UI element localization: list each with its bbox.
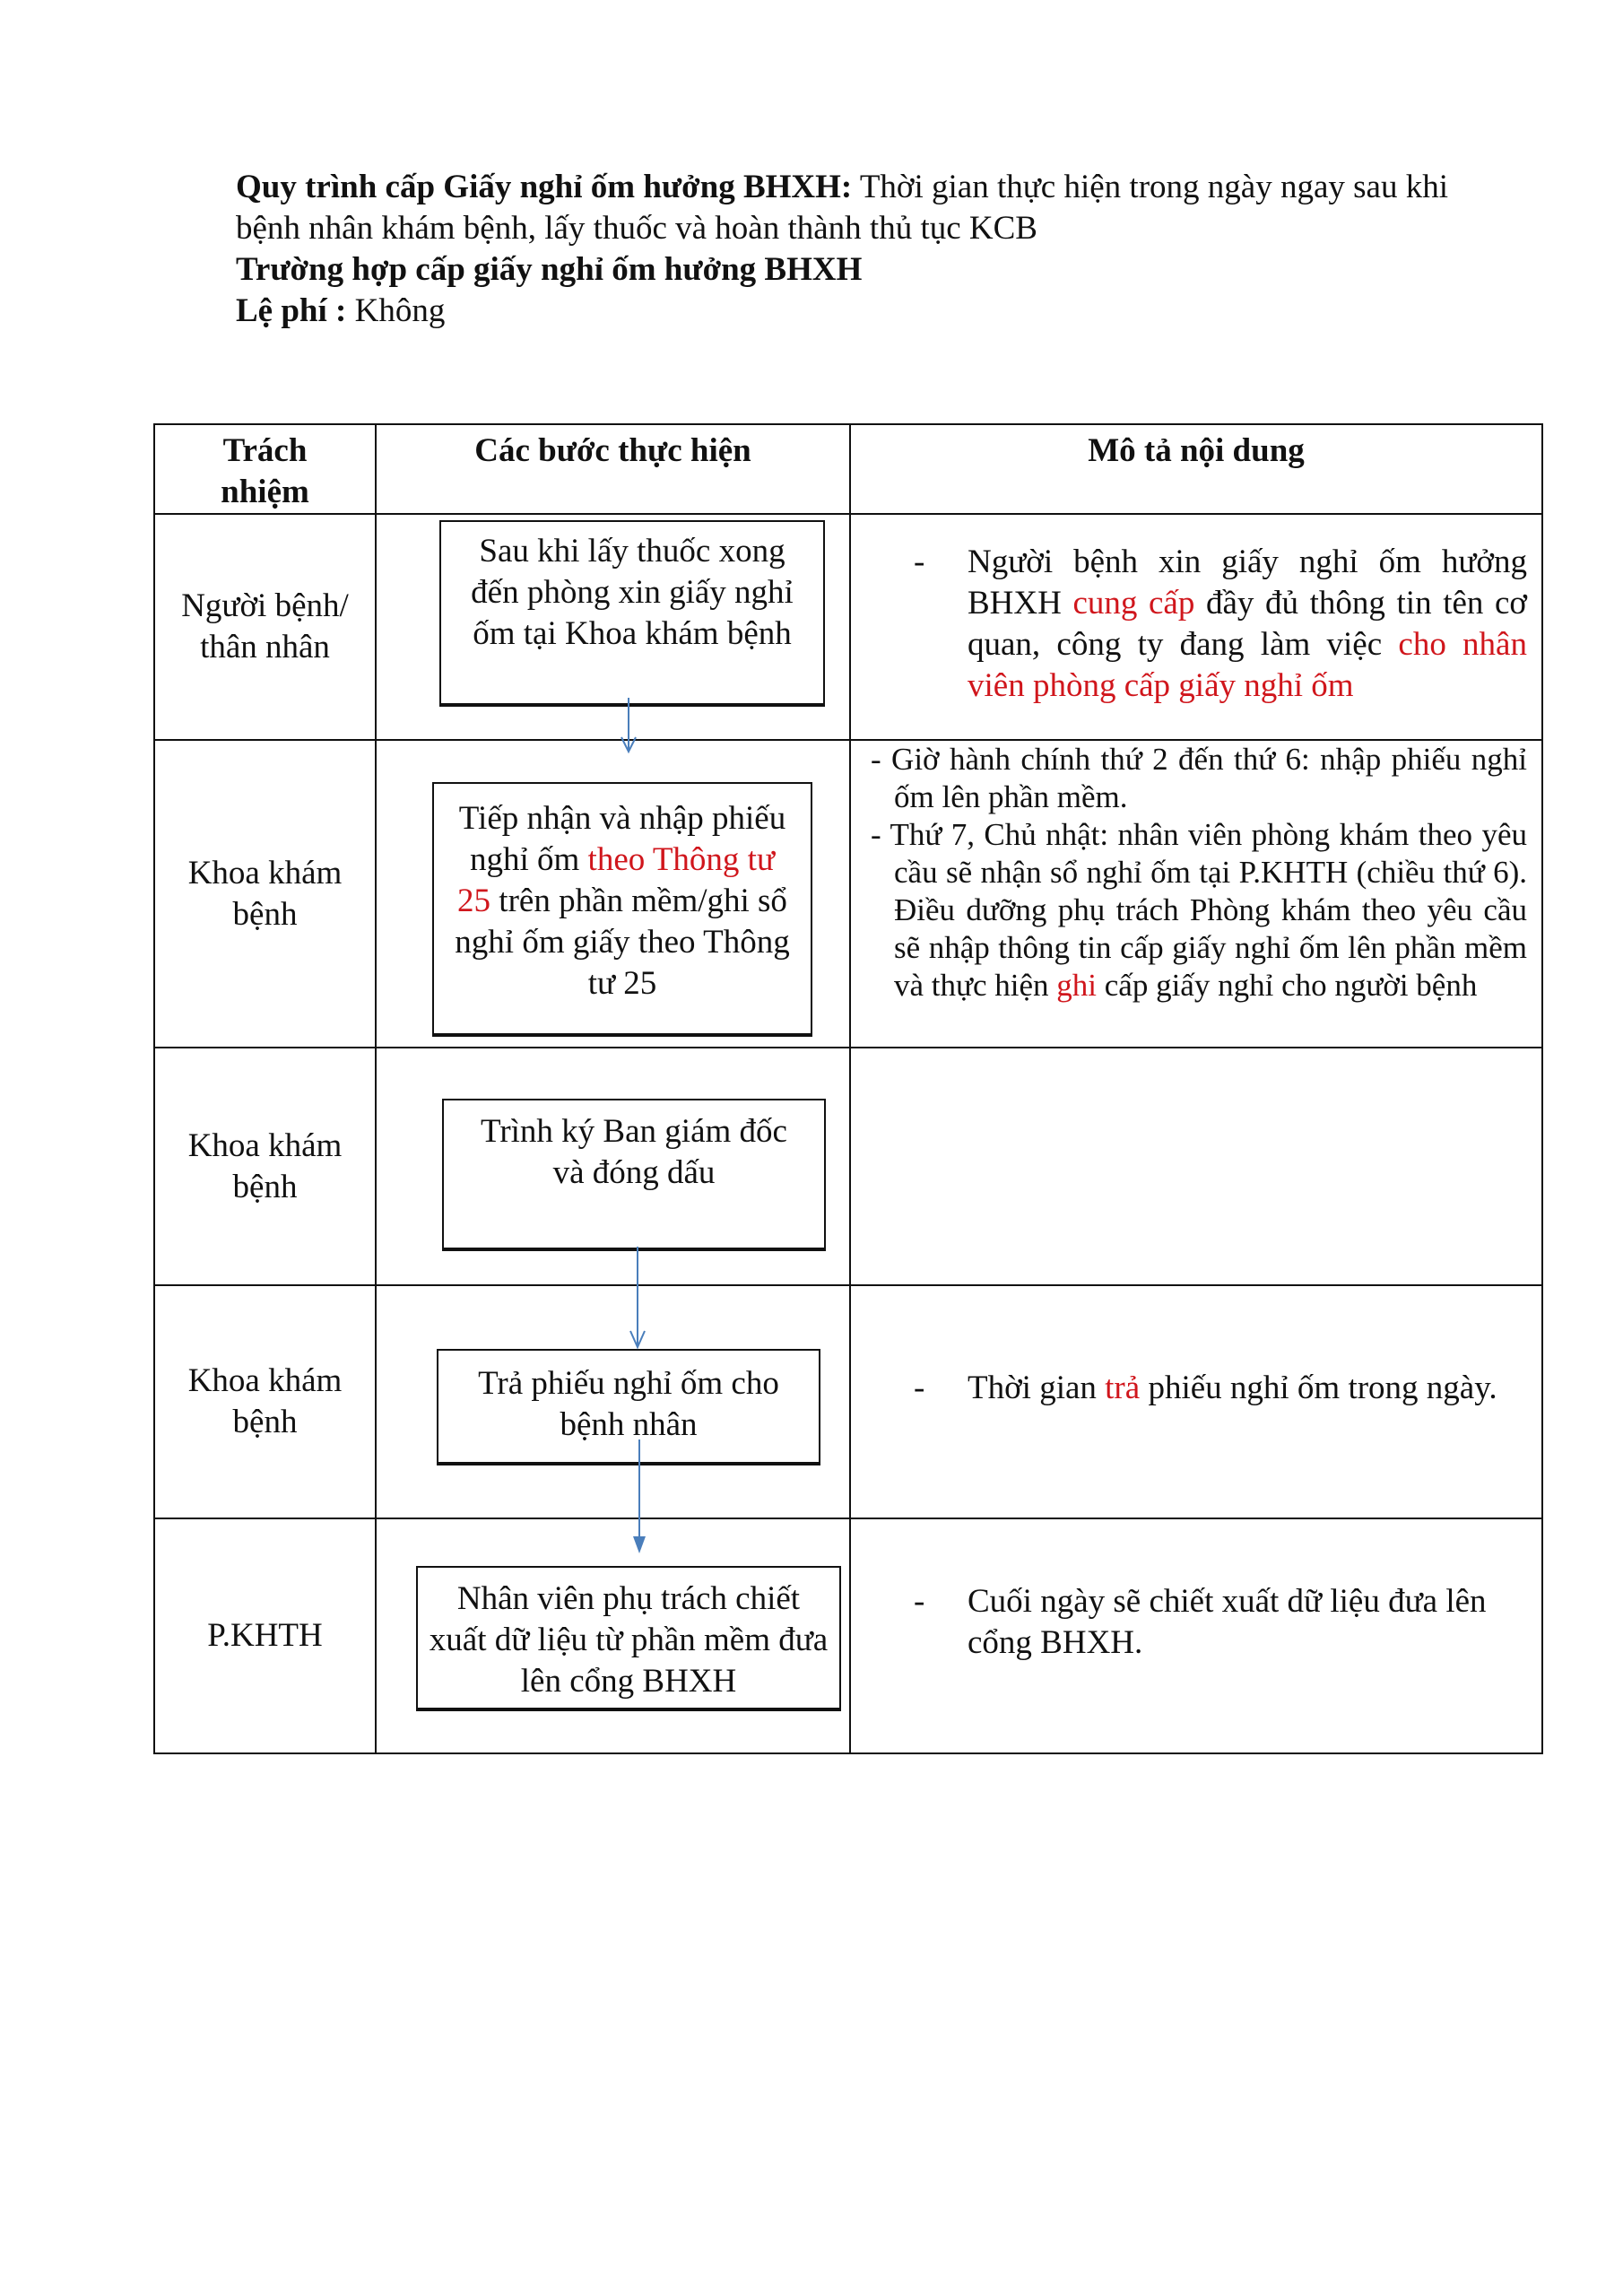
header-steps: Các bước thực hiện: [376, 424, 850, 514]
description-cell: [850, 1518, 1542, 1753]
step-highlight: theo Thông tư 25: [457, 841, 776, 919]
description: [851, 1581, 1541, 1664]
step-cell: [376, 740, 850, 1048]
fee-value: Không: [346, 292, 446, 329]
responsible-cell: Khoa khám bệnh: [154, 1285, 376, 1518]
step-box: Sau khi lấy thuốc xong đến phòng xin giấy nghỉ ốm tại Khoa khám bệnh: [439, 520, 825, 705]
description-part: phiếu nghỉ ốm trong ngày.: [1140, 1370, 1497, 1406]
step-box: Trình ký Ban giám đốc và đóng dấu: [442, 1099, 826, 1249]
step-text: trên phần mềm/ghi sổ nghỉ ốm giấy theo Thông tư 25: [455, 883, 790, 1002]
intro: [236, 167, 1518, 332]
description: [851, 741, 1541, 1004]
description-highlight: cung cấp: [1072, 585, 1195, 622]
header-responsible: Trách nhiệm: [154, 424, 376, 514]
table-row: [154, 514, 1542, 740]
description-highlight: cho nhân viên phòng cấp giấy nghỉ ốm: [968, 626, 1527, 704]
process-title-line: [236, 167, 1518, 249]
bullet-dash: -: [914, 544, 925, 580]
description-text: [968, 542, 1527, 707]
process-table: [153, 423, 1543, 1754]
description: [851, 1368, 1541, 1409]
responsible-cell: Người bệnh/ thân nhân: [154, 514, 376, 740]
step-box: [432, 782, 812, 1035]
description: [851, 542, 1541, 707]
responsible-cell: Khoa khám bệnh: [154, 1048, 376, 1285]
description-part: Thời gian: [968, 1370, 1106, 1406]
description-cell: [850, 1285, 1542, 1518]
description-item: - Giờ hành chính thứ 2 đến thứ 6: nhập phiếu nghỉ ốm lên phần mềm.: [871, 742, 1527, 814]
table-row: [154, 1285, 1542, 1518]
description-text: [968, 1368, 1527, 1409]
description-highlight: ghi: [1056, 968, 1098, 1003]
step-text: Tiếp nhận và nhập phiếu nghỉ ốm: [458, 800, 786, 878]
header-description: Mô tả nội dung: [850, 424, 1542, 514]
step-cell: [376, 514, 850, 740]
description-text: Cuối ngày sẽ chiết xuất dữ liệu đưa lên cổng BHXH.: [968, 1583, 1487, 1661]
bullet-dash: -: [914, 1370, 925, 1406]
case-title: Trường hợp cấp giấy nghỉ ốm hưởng BHXH: [236, 251, 863, 288]
bullet-dash: -: [914, 1583, 925, 1620]
step-box: Trả phiếu nghỉ ốm cho bệnh nhân: [437, 1349, 820, 1464]
description-highlight: trả: [1105, 1370, 1141, 1406]
table-row: [154, 1518, 1542, 1753]
description-part: cấp giấy nghỉ cho người bệnh: [1097, 968, 1478, 1003]
table-row: [154, 1048, 1542, 1285]
table-header-row: [154, 424, 1542, 514]
step-box: Nhân viên phụ trách chiết xuất dữ liệu từ phần mềm đưa lên cổng BHXH: [416, 1566, 841, 1709]
description-part: Người bệnh xin giấy nghỉ ốm hưởng BHXH: [968, 544, 1527, 622]
step-cell: [376, 1518, 850, 1753]
table-row: [154, 740, 1542, 1048]
description-part: đầy đủ thông tin tên cơ quan, công ty đang làm việc: [968, 585, 1528, 663]
fee-line: [236, 291, 1518, 332]
description-cell: [850, 740, 1542, 1048]
process-timing: Thời gian thực hiện trong ngày ngay sau khi bệnh nhân khám bệnh, lấy thuốc và hoàn thành thủ tục KCB: [236, 169, 1448, 247]
fee-label: Lệ phí :: [236, 292, 347, 329]
step-cell: [376, 1285, 850, 1518]
responsible-cell: P.KHTH: [154, 1518, 376, 1753]
description-cell: [850, 514, 1542, 740]
description-part: - Thứ 7, Chủ nhật: nhân viên phòng khám theo yêu cầu sẽ nhận sổ nghỉ ốm tại P.KHTH (chiều thứ 6). Điều dưỡng phụ trách Phòng khám theo yêu cầu sẽ nhập thông tin cấp giấy nghỉ ốm lên phần mềm và thực hiện: [871, 817, 1527, 1003]
process-title: Quy trình cấp Giấy nghỉ ốm hưởng BHXH:: [236, 169, 853, 205]
description-cell: [850, 1048, 1542, 1285]
responsible-cell: Khoa khám bệnh: [154, 740, 376, 1048]
step-cell: [376, 1048, 850, 1285]
description-item: [871, 816, 1527, 1004]
